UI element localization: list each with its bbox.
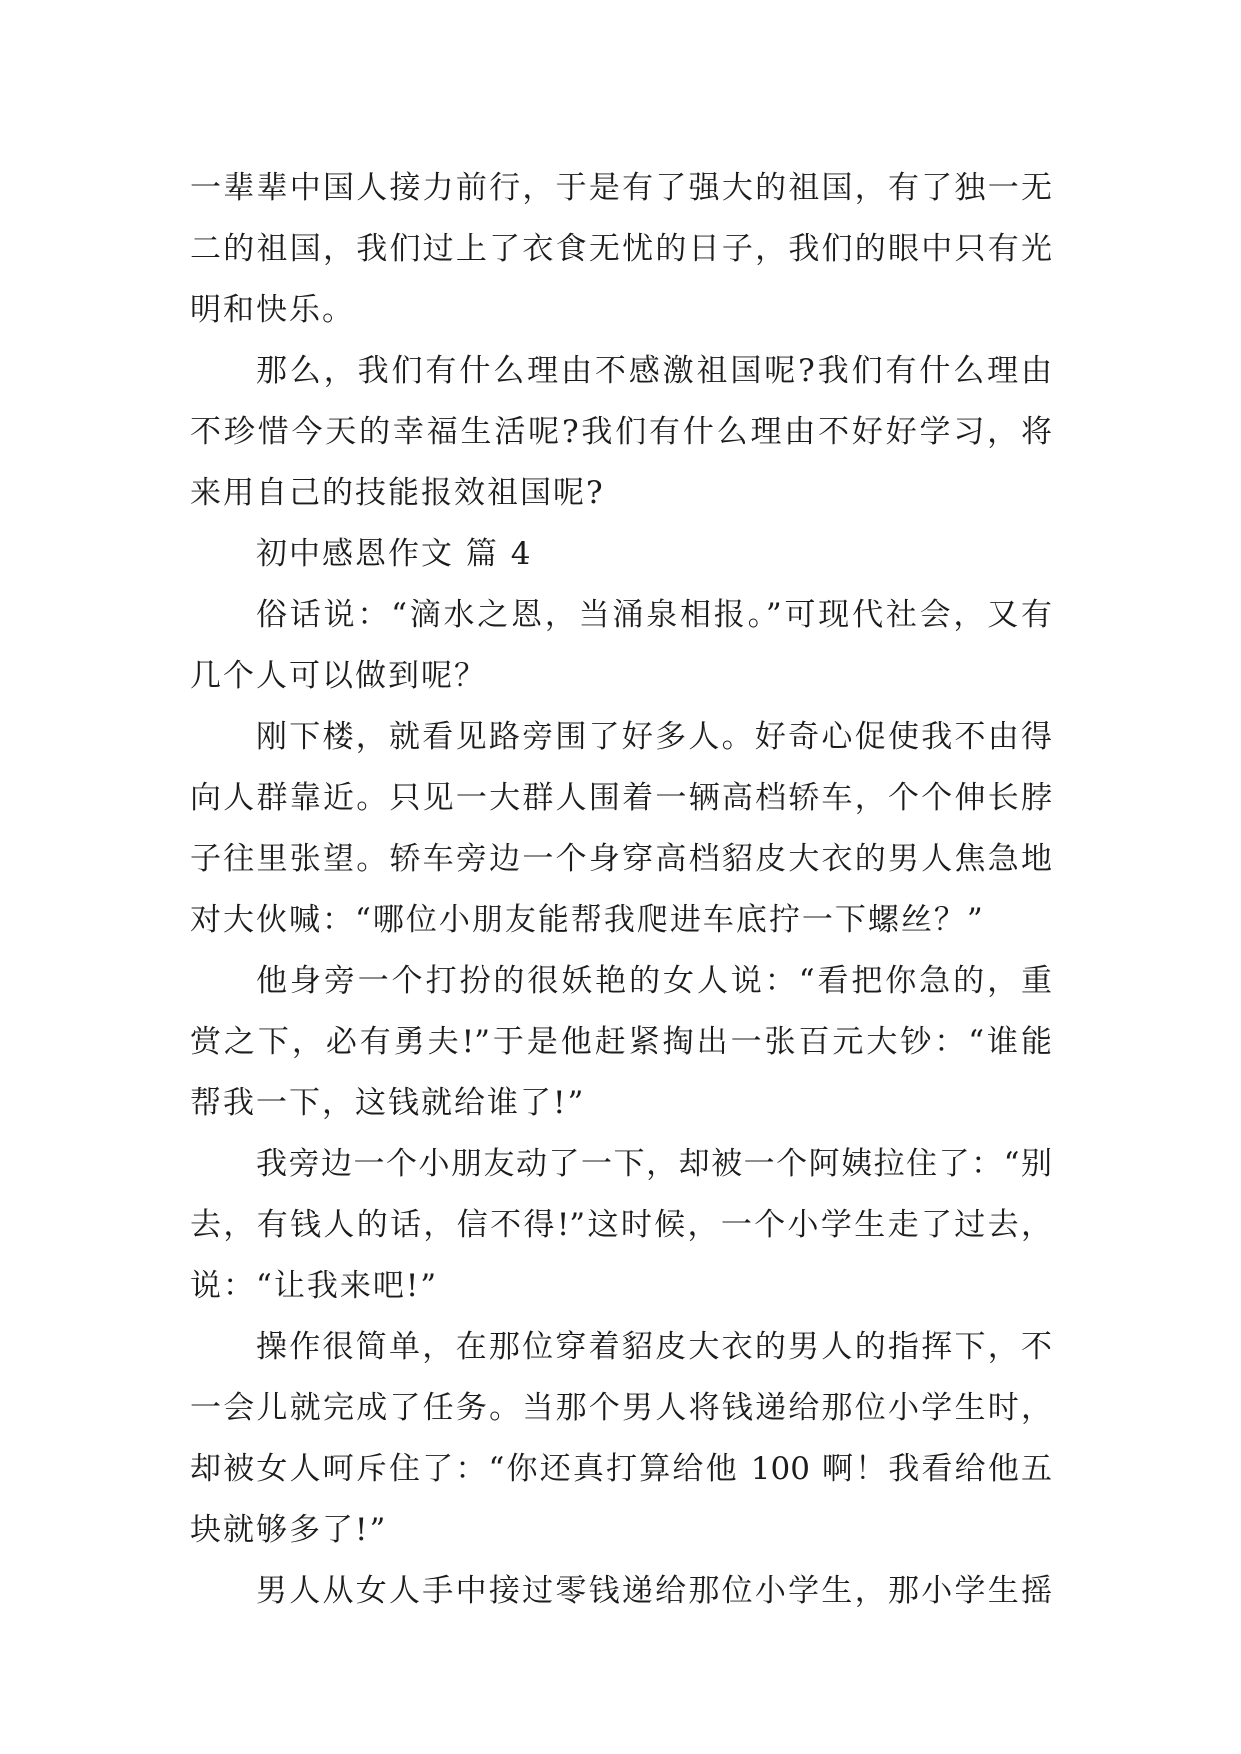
text-line: 刚下楼，就看见路旁围了好多人。好奇心促使我不由得: [256, 719, 1052, 755]
text-line: 二的祖国，我们过上了衣食无忧的日子，我们的眼中只有光: [190, 231, 1052, 267]
text-line: 对大伙喊：“哪位小朋友能帮我爬进车底拧一下螺丝？”: [190, 902, 985, 938]
text-line: 向人群靠近。只见一大群人围着一辆高档轿车，个个伸长脖: [190, 780, 1052, 816]
text-line: 那么，我们有什么理由不感激祖国呢?我们有什么理由: [256, 353, 1052, 389]
text-line: 一辈辈中国人接力前行，于是有了强大的祖国，有了独一无: [190, 170, 1052, 206]
text-line: 俗话说：“滴水之恩，当涌泉相报。”可现代社会，又有: [256, 597, 1052, 633]
section-heading: 初中感恩作文 篇 4: [256, 536, 533, 572]
text-line: 块就够多了!”: [190, 1512, 388, 1548]
text-line: 说：“让我来吧!”: [190, 1268, 439, 1304]
text-line: 帮我一下，这钱就给谁了!”: [190, 1085, 586, 1121]
text-line: 不珍惜今天的幸福生活呢?我们有什么理由不好好学习，将: [190, 414, 1052, 450]
text-line: 明和快乐。: [190, 292, 355, 328]
text-line: 赏之下，必有勇夫!”于是他赶紧掏出一张百元大钞：“谁能: [190, 1024, 1052, 1060]
text-line: 我旁边一个小朋友动了一下，却被一个阿姨拉住了：“别: [256, 1146, 1052, 1182]
text-line: 操作很简单，在那位穿着貂皮大衣的男人的指挥下，不: [256, 1329, 1052, 1365]
text-line: 来用自己的技能报效祖国呢?: [190, 475, 605, 511]
text-line: 一会儿就完成了任务。当那个男人将钱递给那位小学生时，: [190, 1390, 1052, 1426]
text-line: 去，有钱人的话，信不得!”这时候，一个小学生走了过去，: [190, 1207, 1052, 1243]
text-line: 男人从女人手中接过零钱递给那位小学生，那小学生摇: [256, 1573, 1052, 1609]
document-body: [190, 158, 1052, 1622]
text-line: 却被女人呵斥住了：“你还真打算给他 100 啊！我看给他五: [190, 1451, 1052, 1487]
text-line: 子往里张望。轿车旁边一个身穿高档貂皮大衣的男人焦急地: [190, 841, 1052, 877]
text-line: 几个人可以做到呢？: [190, 658, 487, 694]
text-line: 他身旁一个打扮的很妖艳的女人说：“看把你急的，重: [256, 963, 1052, 999]
